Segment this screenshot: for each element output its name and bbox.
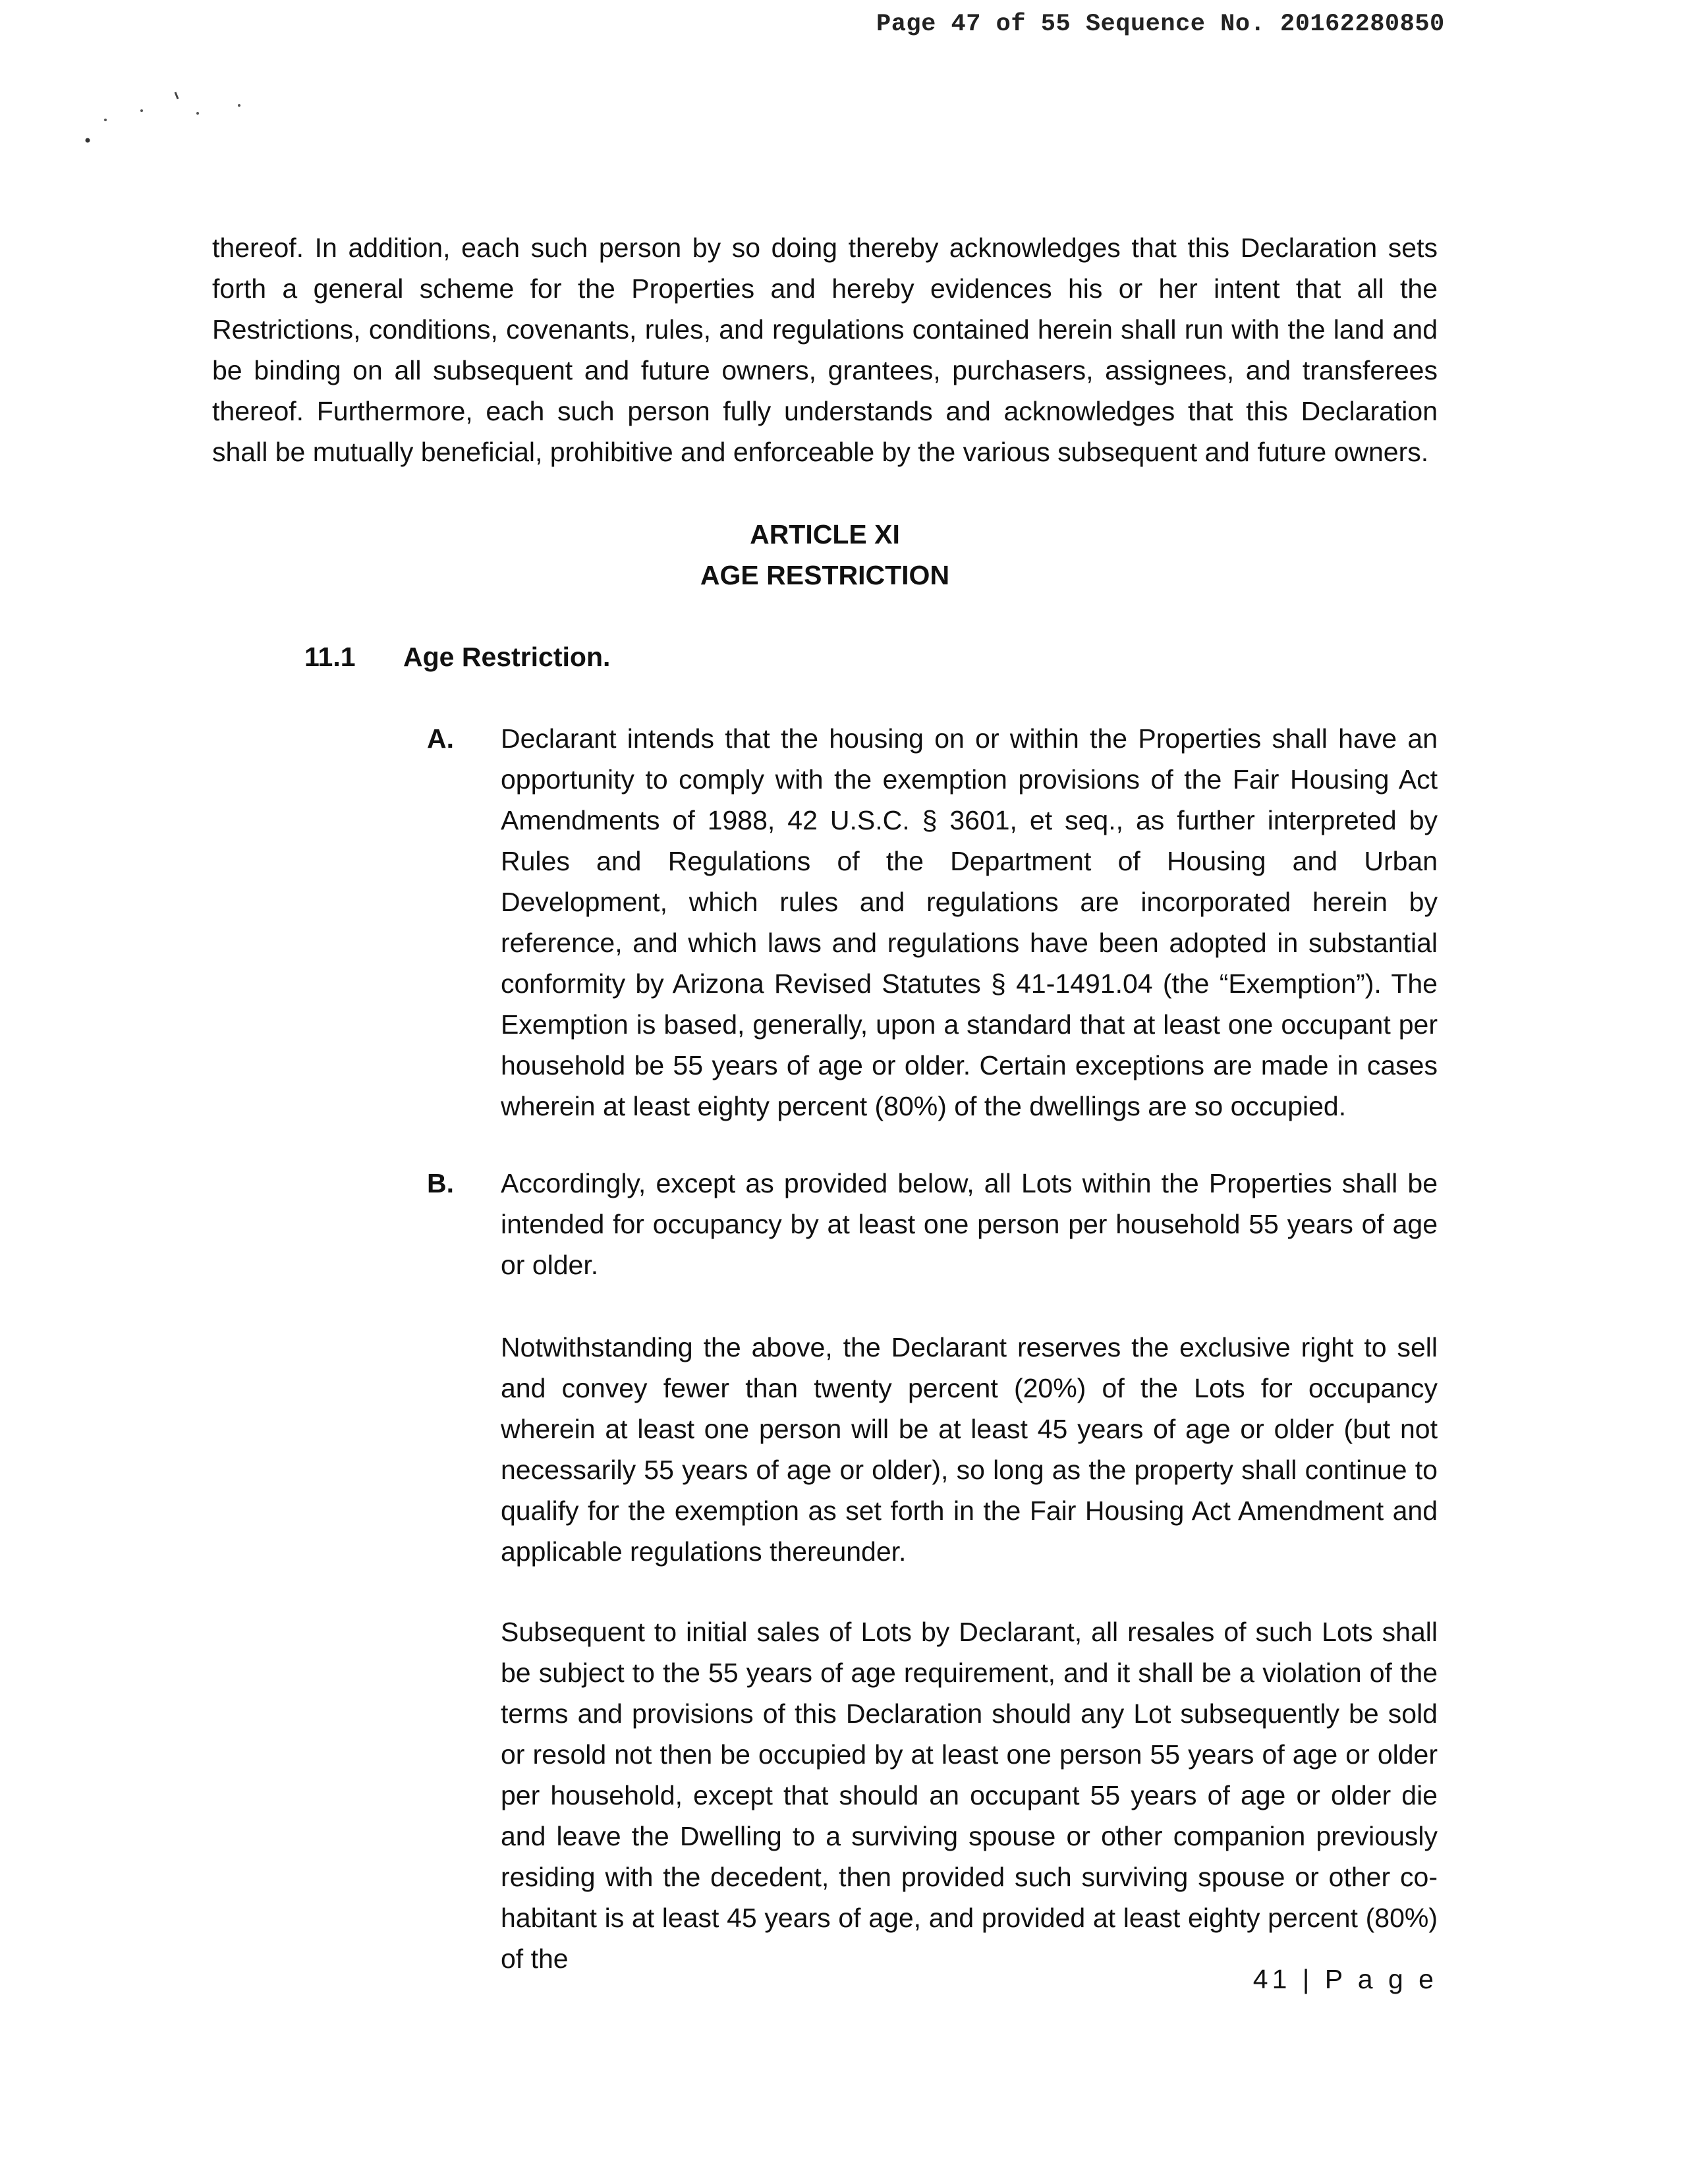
scan-speck	[140, 109, 143, 112]
scan-speck	[86, 138, 90, 143]
article-title: AGE RESTRICTION	[700, 560, 950, 590]
item-b-text: Accordingly, except as provided below, all Lots within the Properties shall be intended for occupancy by at least one person per household 55 years of age or older.	[501, 1168, 1438, 1280]
scan-speck	[175, 92, 178, 99]
scan-speck	[196, 112, 199, 115]
section-title: Age Restriction.	[403, 642, 611, 672]
scan-speck	[238, 104, 240, 107]
item-a-text: Declarant intends that the housing on or within the Properties shall have an opportunity to comply with the exemption provisions of the Fair Housing Act Amendments of 1988, 42 U.S.C. § 3601, et seq., as further interpreted by Rules and Regulations of the Department of Housing and Urban Development, which rules and regulations are incorporated herein by reference, and which laws and regulations have been adopted in substantial conformity by Arizona Revised Statutes § 41-1491.04 (the “Exemption”). The Exemption is based, generally, upon a standard that at least one occupant per household be 55 years of age or older. Certain exceptions are made in cases wherein at least eighty percent (80%) of the dwellings are so occupied.	[501, 723, 1438, 1121]
item-a-label: A.	[427, 723, 454, 754]
scan-specks	[0, 0, 277, 158]
intro-paragraph: thereof. In addition, each such person by so doing thereby acknowledges that this Declaration sets forth a general scheme for the Properties and hereby evidences his or her intent that all the Restrictions, conditions, covenants, rules, and regulations contained herein shall run with the land and be binding on all subsequent and future owners, grantees, purchasers, assignees, and transferees thereof. Furthermore, each such person fully understands and acknowledges that this Declaration shall be mutually beneficial, prohibitive and enforceable by the various subsequent and future owners.	[212, 233, 1438, 467]
continuation-paragraph-notwithstanding: Notwithstanding the above, the Declarant reserves the exclusive right to sell and convey fewer than twenty percent (20%) of the Lots for occupancy wherein at least one person will be at least 45 years of age or older (but not necessarily 55 years of age or older), so long as the property shall continue to qualify for the exemption as set forth in the Fair Housing Act Amendment and applicable regulations thereunder.	[501, 1332, 1438, 1567]
article-number: ARTICLE XI	[750, 519, 900, 549]
scan-speck	[104, 119, 107, 121]
page-number: 41 | P a g e	[1252, 1964, 1438, 1994]
continuation-paragraph-subsequent: Subsequent to initial sales of Lots by Declarant, all resales of such Lots shall be subject to the 55 years of age requirement, and it shall be a violation of the terms and provisions of this Declaration should any Lot subsequently be sold or resold not then be occupied by at least one person 55 years of age or older per household, except that should an occupant 55 years of age or older die and leave the Dwelling to a surviving spouse or other companion previously residing with the decedent, then provided such surviving spouse or other co-habitant is at least 45 years of age, and provided at least eighty percent (80%) of the	[501, 1617, 1438, 1974]
section-heading	[304, 636, 610, 677]
article-heading	[212, 514, 1438, 596]
item-b-label: B.	[427, 1168, 454, 1198]
section-number: 11.1	[304, 642, 356, 672]
page-sequence-stamp: Page 47 of 55 Sequence No. 20162280850	[876, 11, 1445, 38]
